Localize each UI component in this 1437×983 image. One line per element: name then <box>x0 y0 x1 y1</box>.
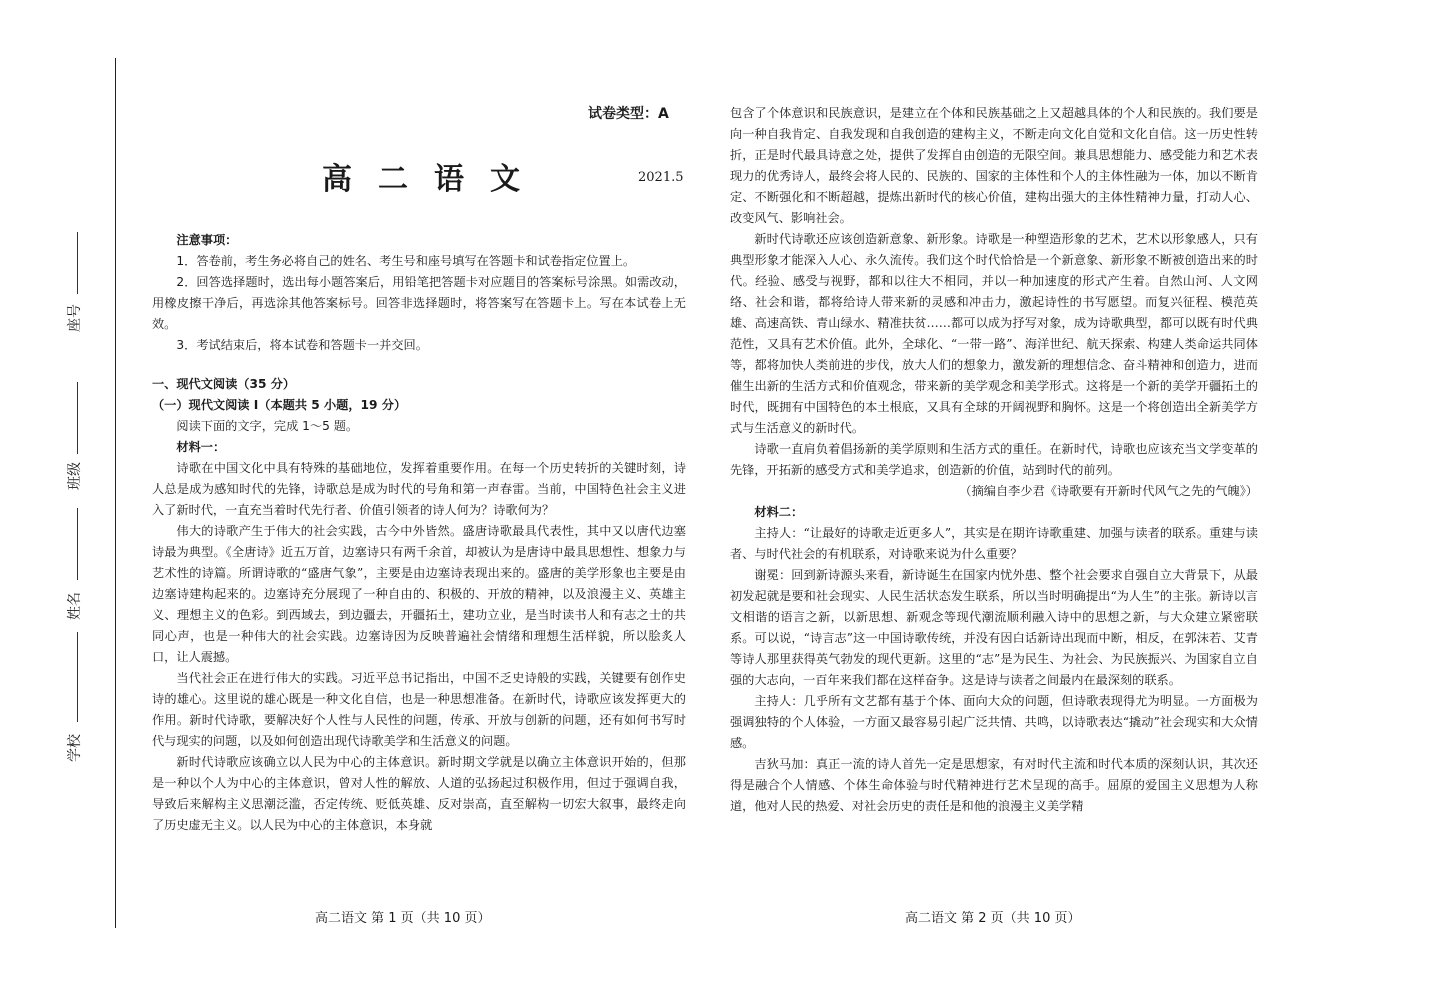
source-credit: （摘编自李少君《诗歌要有开新时代风气之先的气魄》） <box>959 484 1258 498</box>
page-title: 高二语文 <box>322 162 546 197</box>
notice-item: 3．考试结束后，将本试卷和答题卡一并交回。 <box>176 338 428 352</box>
paragraph: 当代社会正在进行伟大的实践。习近平总书记指出，中国不乏史诗般的实践，关键要有创作史诗的雄心。这里说的雄心既是一种文化自信，也是一种思想准备。在新时代，诗歌应该发挥更大的作用。新时代诗歌，要解决好个人性与人民性的问题，传承、开放与创新的问题，还有如何书写时代与现实的问题，以及如何创造出现代诗歌美学和生活意义的问题。 <box>152 671 686 748</box>
material1-label: 材料一： <box>176 440 226 454</box>
paragraph: 包含了个体意识和民族意识，是建立在个体和民族基础之上又超越具体的个人和民族的。我们要是向一种自我肯定、自我发现和自我创造的建构主义，不断走向文化自觉和文化自信。这一历史性转折，正是时代最具诗意之处，提供了发挥自由创造的无限空间。兼具思想能力、感受能力和艺术表现力的优秀诗人，最终会将人民的、民族的、国家的主体性和个人的主体性融为一体，加以不断肯定、不断强化和不断超越，提炼出新时代的核心价值，建构出强大的主体性精神力量，打动人心、改变风气、影响社会。 <box>730 106 1258 225</box>
left-column <box>152 233 686 836</box>
reading-instruction: 阅读下面的文字，完成 1～5 题。 <box>176 419 359 433</box>
school-label: 学校 <box>67 734 83 762</box>
section-heading: 一、现代文阅读（35 分） <box>152 377 296 391</box>
class-label: 班级 <box>67 462 83 490</box>
school-field <box>77 632 78 722</box>
notice-heading: 注意事项： <box>176 233 238 247</box>
class-field <box>77 382 78 454</box>
dialogue-paragraph: 吉狄马加：真正一流的诗人首先一定是思想家，有对时代主流和时代本质的深刻认识，其次还得是融合个人情感、个体生命体验与时代精神进行艺术呈现的高手。屈原的爱国主义思想为人称道，他对人民的热爱、对社会历史的责任是和他的浪漫主义美学精 <box>730 757 1258 813</box>
seat-label: 座号 <box>67 304 83 332</box>
paragraph: 诗歌在中国文化中具有特殊的基础地位，发挥着重要作用。在每一个历史转折的关键时刻，诗人总是成为感知时代的先锋，诗歌总是成为时代的号角和第一声春雷。当前，中国特色社会主义进入了新时代，一直充当着时代先行者、价值引领者的诗人何为？诗歌何为？ <box>152 461 686 517</box>
dialogue-paragraph: 主持人：几乎所有文艺都有基于个体、面向大众的问题，但诗歌表现得尤为明显。一方面极为强调独特的个人体验，一方面又最容易引起广泛共情、共鸣，以诗歌表达“撬动”社会现实和大众情感。 <box>730 694 1258 750</box>
dialogue-paragraph: 主持人：“让最好的诗歌走近更多人”，其实是在期许诗歌重建、加强与读者的联系。重建与读者、与时代社会的有机联系，对诗歌来说为什么重要？ <box>730 526 1258 561</box>
material2-label: 材料二： <box>754 505 804 519</box>
paper-type: 试卷类型：A <box>588 106 669 122</box>
paragraph: 新时代诗歌应该确立以人民为中心的主体意识。新时期文学就是以确立主体意识开始的，但那是一种以个人为中心的主体意识，曾对人性的解放、人道的弘扬起过积极作用，但过于强调自我，导致后来解构主义思潮泛滥，否定传统、贬低英雄、反对崇高，直至解构一切宏大叙事，最终走向了历史虚无主义。以人民为中心的主体意识，本身就 <box>152 755 686 832</box>
notice-item: 2．回答选择题时，选出每小题答案后，用铅笔把答题卡对应题目的答案标号涂黑。如需改动，用橡皮擦干净后，再选涂其他答案标号。回答非选择题时，将答案写在答题卡上。写在本试卷上无效。 <box>152 275 686 331</box>
exam-date: 2021.5 <box>638 170 684 185</box>
paragraph: 新时代诗歌还应该创造新意象、新形象。诗歌是一种塑造形象的艺术，艺术以形象感人，只有典型形象才能深入人心、永久流传。我们这个时代恰恰是一个新意象、新形象不断被创造出来的时代。经验、感受与视野，都和以往大不相同，并以一种加速度的形式产生着。自然山河、人文网络、社会和谐，都将给诗人带来新的灵感和冲击力，激起诗性的书写愿望。而复兴征程、模范英雄、高速高铁、青山绿水、精准扶贫……都可以成为抒写对象，成为诗歌典型，都可以既有时代典范性，又具有艺术价值。此外，全球化、“一带一路”、海洋世纪、航天探索、构建人类命运共同体等，都将加快人类前进的步伐，放大人们的想象力，激发新的理想信念、奋斗精神和创造力，进而催生出新的生活方式和价值观念，带来新的美学观念和美学形式。这将是一个新的美学开疆拓土的时代，既拥有中国特色的本土根底，又具有全球的开阔视野和胸怀。这是一个将创造出全新美学方式与生活意义的新时代。 <box>730 232 1258 435</box>
page-footer-left: 高二语文 第 1 页（共 10 页） <box>315 911 491 926</box>
subsection-heading: （一）现代文阅读 I（本题共 5 小题，19 分） <box>152 398 407 412</box>
name-label: 姓名 <box>67 592 83 620</box>
seat-field <box>77 232 78 294</box>
name-field <box>77 508 78 580</box>
right-column <box>730 103 1258 817</box>
binding-line <box>115 58 116 928</box>
page-footer-right: 高二语文 第 2 页（共 10 页） <box>905 911 1081 926</box>
dialogue-paragraph: 谢冕：回到新诗源头来看，新诗诞生在国家内忧外患、整个社会要求自强自立大背景下，从最初发起就是要和社会现实、人民生活状态发生联系，所以当时明确提出“为人生”的主张。新诗以言文相谐的语言之新，以新思想、新观念等现代潮流顺利融入诗中的思想之新，与大众建立紧密联系。可以说，“诗言志”这一中国诗歌传统，并没有因白话新诗出现而中断，相反，在郭沫若、艾青等诗人那里获得英气勃发的现代更新。这里的“志”是为民生、为社会、为民族振兴、为国家自立自强的大志向，一百年来我们都在这样奋争。这是诗与读者之间最内在最深刻的联系。 <box>730 568 1258 687</box>
paragraph: 诗歌一直肩负着倡扬新的美学原则和生活方式的重任。在新时代，诗歌也应该充当文学变革的先锋，开拓新的感受方式和美学追求，创造新的价值，站到时代的前列。 <box>730 442 1258 477</box>
paragraph: 伟大的诗歌产生于伟大的社会实践，古今中外皆然。盛唐诗歌最具代表性，其中又以唐代边塞诗最为典型。《全唐诗》近五万首，边塞诗只有两千余首，却被认为是唐诗中最具思想性、想象力与艺术性的诗篇。所谓诗歌的“盛唐气象”，主要是由边塞诗表现出来的。盛唐的美学形象也主要是由边塞诗建构起来的。边塞诗充分展现了一种自由的、积极的、开放的精神，以及浪漫主义、英雄主义、理想主义的色彩。到西域去，到边疆去，开疆拓土，建功立业，是当时读书人和有志之士的共同心声，也是一种伟大的社会实践。边塞诗因为反映普遍社会情绪和理想生活样貌，所以脍炙人口，让人震撼。 <box>152 524 686 664</box>
notice-item: 1．答卷前，考生务必将自己的姓名、考生号和座号填写在答题卡和试卷指定位置上。 <box>176 254 636 268</box>
